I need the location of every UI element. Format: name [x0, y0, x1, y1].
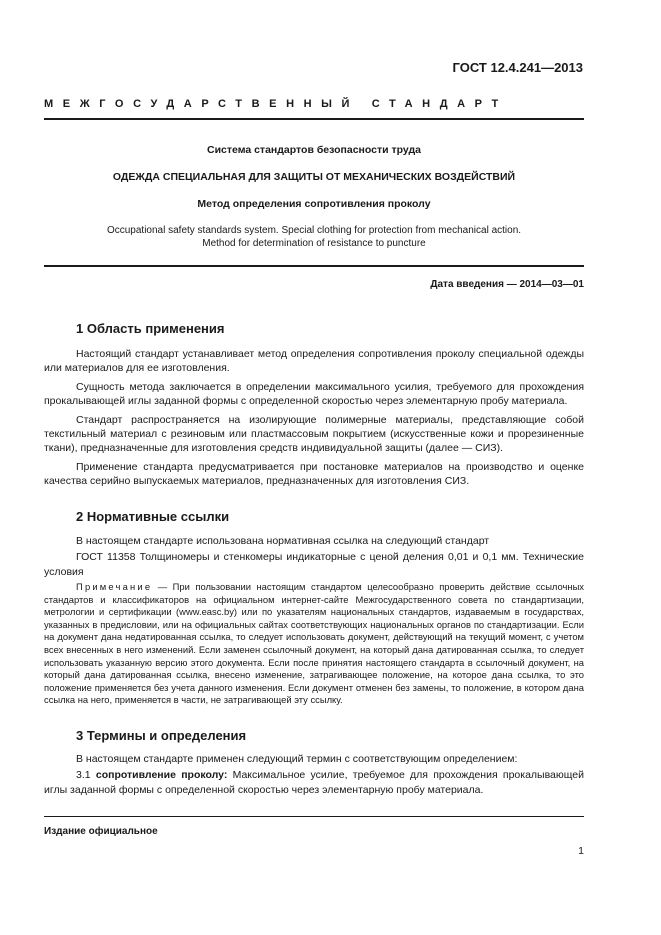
footer-rule [44, 816, 584, 817]
document-number: ГОСТ 12.4.241—2013 [452, 60, 583, 75]
interstate-standard-banner: МЕЖГОСУДАРСТВЕННЫЙ СТАНДАРТ [44, 98, 508, 110]
header-rule [44, 118, 584, 120]
section-2-paragraph: В настоящем стандарте использована нормативная ссылка на следующий стандарт [76, 535, 490, 547]
section-2-body [44, 534, 584, 583]
note-text: — При пользовании настоящим стандартом целесообразно проверить действие ссылочных стандартов и классификаторов на официальном интернет-сайте Межгосударственного совета по стандартизации, метрологии и сертификации (www.easc.by) или по указателям национальных стандартов, издаваемым в государствах, указанных в предисловии, или на официальных сайтах соответствующих национальных органов по стандартизации. Если на документ дана недатированная ссылка, то следует использовать документ, действующий на текущий момент, с учетом всех внесенных в него изменений. Если заменен ссылочный документ, на который дана датированная ссылка, то следует использовать указанную версию этого документа. Если после принятия настоящего стандарта в ссылочный документ, на который дана датированная ссылка, внесено изменение, затрагивающее положение, на которое дана ссылка, то это положение применяется без учета данного изменения. Если документ отменен без замены, то положение, в котором дана ссылка на него, применяется в части, не затрагивающей эту ссылку. [44, 581, 584, 706]
section-1-paragraph: Применение стандарта предусматривается при постановке материалов на производство и оценке качества серийно выпускаемых материалов, предназначенных для изготовления СИЗ. [44, 460, 584, 488]
note-label: Примечание [76, 581, 153, 592]
introduction-date: Дата введения — 2014—03—01 [430, 279, 584, 290]
section-3-heading: 3 Термины и определения [76, 728, 247, 743]
english-title-line-2: Method for determination of resistance to puncture [202, 238, 426, 249]
section-2-note [44, 581, 584, 707]
english-title-line-1: Occupational safety standards system. Special clothing for protection from mechanical action. [106, 225, 522, 236]
term-definition [44, 768, 584, 797]
section-2-heading: 2 Нормативные ссылки [76, 509, 230, 524]
english-title [44, 224, 584, 250]
official-edition-label: Издание официальное [44, 826, 158, 837]
term-number: 3.1 [76, 769, 91, 782]
method-title: Метод определения сопротивления проколу [197, 198, 431, 210]
section-1-paragraph: Сущность метода заключается в определении максимального усилия, требуемого для прохождения прокалывающей иглы заданной формы с определенной скоростью через элементарную пробу материала. [44, 380, 584, 408]
section-1-paragraph: Настоящий стандарт устанавливает метод определения сопротивления проколу специальной одежды или материалов для ее изготовления. [44, 348, 584, 375]
page-number: 1 [578, 845, 584, 857]
term-definition-text: Максимальное усилие, требуемое для прохождения прокалывающей иглы заданной формы с определенной скоростью через элементарную пробу материала. [44, 769, 584, 796]
section-1-body [44, 347, 584, 493]
normative-reference: ГОСТ 11358 Толщиномеры и стенкомеры индикаторные с ценой деления 0,01 и 0,1 мм. Технические условия [44, 551, 584, 578]
section-3-intro: В настоящем стандарте применен следующий термин с соответствующим определением: [76, 753, 518, 765]
main-title: ОДЕЖДА СПЕЦИАЛЬНАЯ ДЛЯ ЗАЩИТЫ ОТ МЕХАНИЧЕСКИХ ВОЗДЕЙСТВИЙ [112, 171, 516, 183]
title-rule [44, 265, 584, 267]
section-3-body [44, 752, 584, 801]
system-title: Система стандартов безопасности труда [206, 144, 422, 156]
section-1-paragraph: Стандарт распространяется на изолирующие полимерные материалы, представляющие собой текстильный материал с резиновым или пластмассовым покрытием (искусственные кожи и прорезиненные ткани), предназначенные для изготовления средств индивидуальной защиты (далее — СИЗ). [44, 413, 584, 455]
term-name: сопротивление проколу: [95, 769, 228, 782]
section-1-heading: 1 Область применения [76, 321, 225, 336]
